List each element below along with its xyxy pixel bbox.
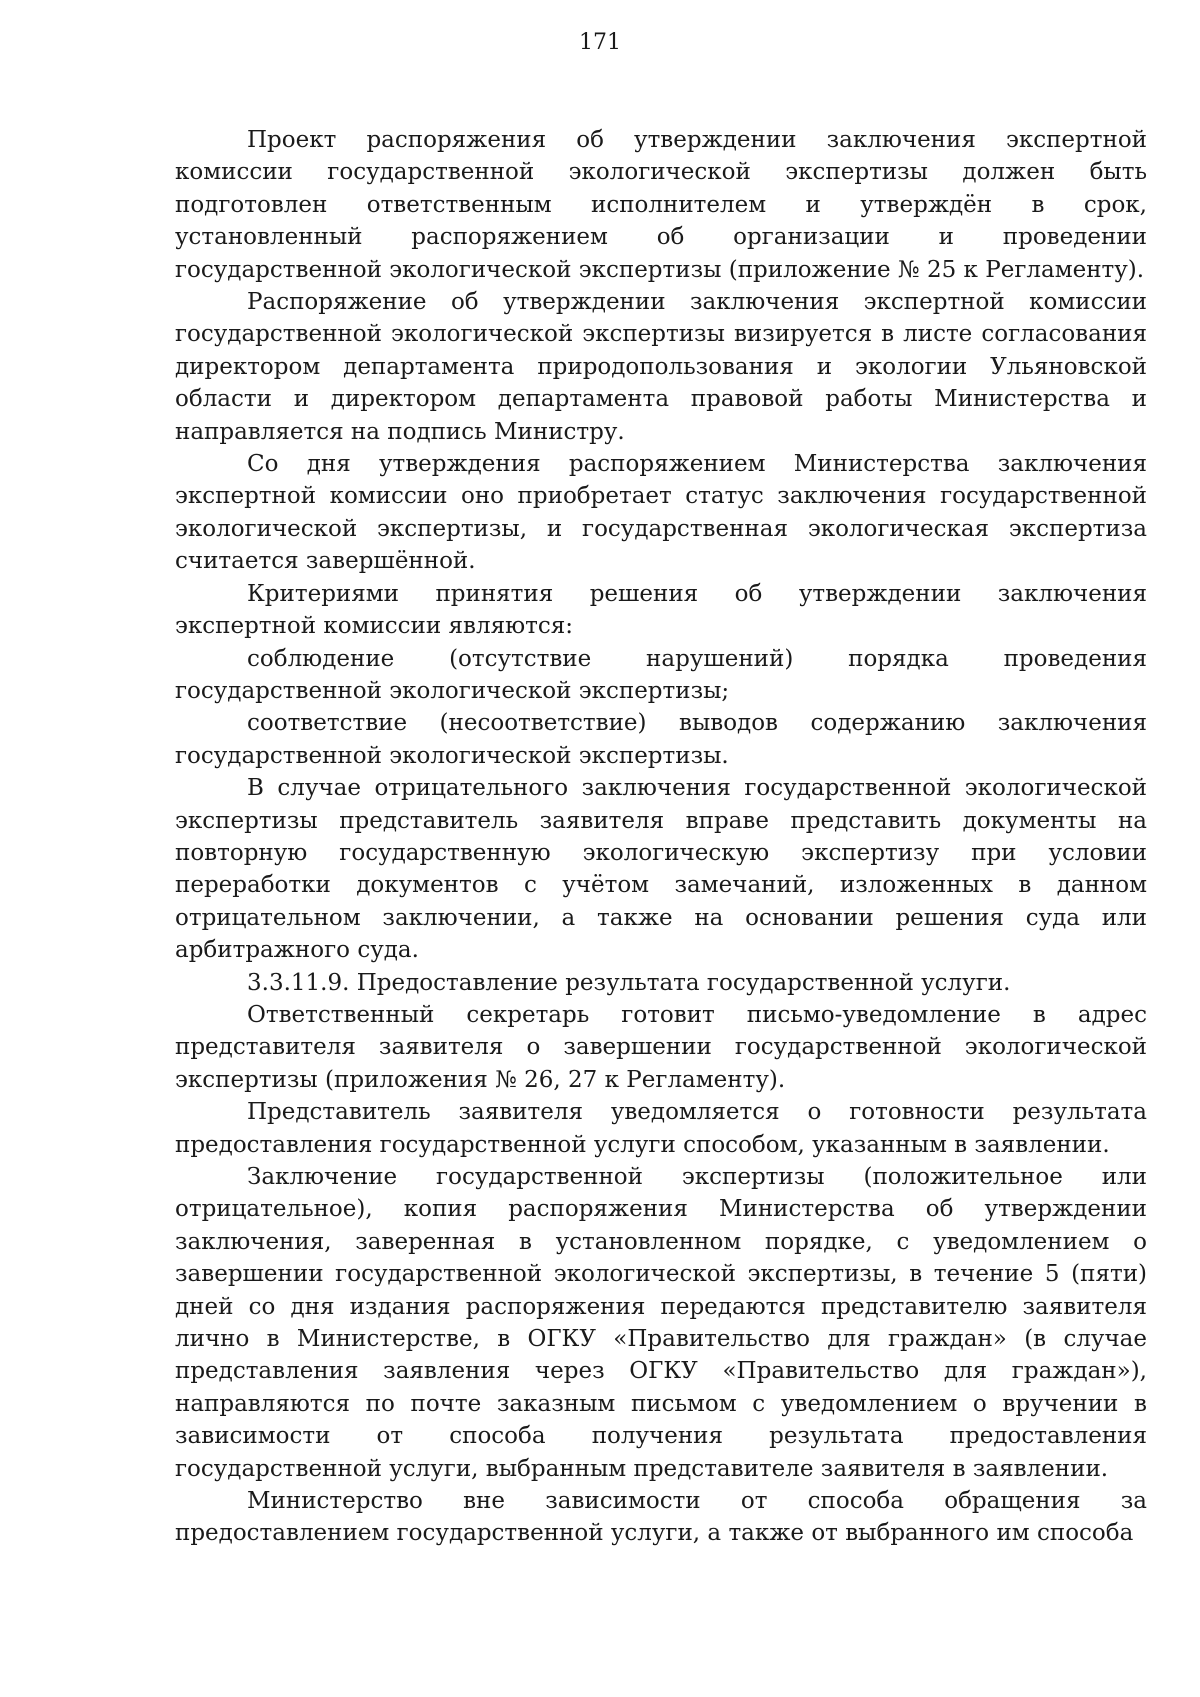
paragraph: Проект распоряжения об утверждении заключения экспертной комиссии государственной экологической экспертизы должен быть подготовлен ответственным исполнителем и утверждён в срок, установленный распоряжением об организации и проведении государственной экологической экспертизы (приложение № 25 к Регламенту). [175, 127, 1147, 283]
paragraph: Распоряжение об утверждении заключения экспертной комиссии государственной экологической экспертизы визируется в листе согласования директором департамента природопользования и экологии Ульяновской области и директором департамента правовой работы Министерства и направляется на подпись Министру. [175, 289, 1147, 445]
paragraph: Ответственный секретарь готовит письмо-уведомление в адрес представителя заявителя о завершении государственной экологической экспертизы (приложения № 26, 27 к Регламенту). [175, 1001, 1147, 1093]
page-number: 171 [579, 30, 621, 55]
paragraph: Заключение государственной экспертизы (положительное или отрицательное), копия распоряжения Министерства об утверждении заключения, заверенная в установленном порядке, с уведомлением о завершении государственной экологической экспертизы, в течение 5 (пяти) дней со дня издания распоряжения передаются представителю заявителя лично в Министерстве, в ОГКУ «Правительство для граждан» (в случае представления заявления через ОГКУ «Правительство для граждан»), направляются по почте заказным письмом с уведомлением о вручении в зависимости от способа получения результата предоставления государственной услуги, выбранным представителе заявителя в заявлении. [175, 1164, 1147, 1482]
document-body [175, 124, 1147, 1550]
paragraph: Представитель заявителя уведомляется о готовности результата предоставления государственной услуги способом, указанным в заявлении. [175, 1099, 1147, 1158]
paragraph: В случае отрицательного заключения государственной экологической экспертизы представитель заявителя вправе представить документы на повторную государственную экологическую экспертизу при условии переработки документов с учётом замечаний, изложенных в данном отрицательном заключении, а также на основании решения суда или арбитражного суда. [175, 775, 1147, 964]
paragraph: Министерство вне зависимости от способа обращения за предоставлением государственной услуги, а также от выбранного им способа [175, 1488, 1147, 1547]
paragraph: Со дня утверждения распоряжением Министерства заключения экспертной комиссии оно приобретает статус заключения государственной экологической экспертизы, и государственная экологическая экспертиза считается завершённой. [175, 451, 1147, 575]
section-heading: 3.3.11.9. Предоставление результата государственной услуги. [247, 969, 1011, 996]
paragraph: соответствие (несоответствие) выводов содержанию заключения государственной экологической экспертизы. [175, 710, 1147, 769]
paragraph: Критериями принятия решения об утверждении заключения экспертной комиссии являются: [175, 580, 1147, 640]
paragraph: соблюдение (отсутствие нарушений) порядка проведения государственной экологической экспертизы; [175, 645, 1147, 704]
